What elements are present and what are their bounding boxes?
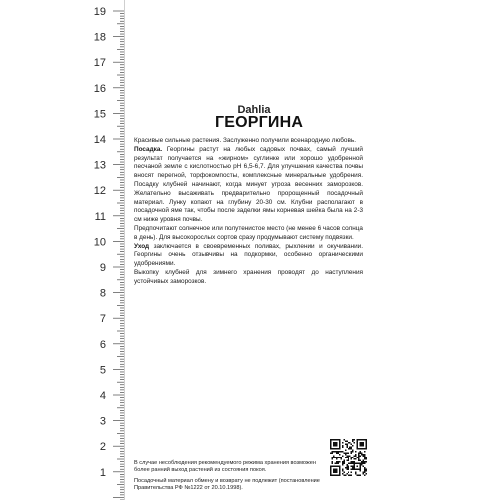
- care-paragraph: [134, 243, 363, 269]
- planting-text: Георгины растут на любых садовых почвах, самый лучший результат получается на «жирном» суглинке или хорошо удобренной песчаной земле с кислотностью pH 6,5-6,7. Для улучшения качества почвы вносят перегной, торфокомпосты, комплексные минеральные удобрения. Посадку клубней начинают, когда минует угроза весенних заморозков. Желательно высаживать предварительно пророщенный посадочный материал. Лунку копают на глубину 20-30 см. Клубни располагают в посадочной яме так, чтобы после заделки ямы корневая шейка была на 2-3 см ниже уровня почвы.: [134, 145, 363, 224]
- ruler-label: 9: [99, 262, 106, 274]
- ruler-label: 8: [99, 287, 106, 300]
- ruler-label: 16: [93, 82, 106, 95]
- sun-text: Предпочитают солнечное или полутенистое место (не менее 6 часов солнца в день). Для высокорослых сортов сразу продумывают систему подвязки.: [134, 224, 363, 241]
- ruler-label: 14: [93, 134, 106, 146]
- return-note: Посадочный материал обмену и возврату не подлежит (постановление Правительства РФ №1222 от 20.10.1998).: [134, 478, 320, 491]
- ruler-label: 1: [99, 466, 106, 479]
- description: [134, 137, 363, 287]
- ruler-label: 7: [99, 313, 106, 326]
- ruler-scale: [88, 0, 124, 500]
- ruler-label: 5: [99, 364, 106, 377]
- ruler-label: 2: [99, 441, 106, 454]
- ruler-label: 6: [99, 338, 106, 351]
- ruler-label: 17: [93, 57, 106, 70]
- measuring-ruler: [88, 0, 125, 500]
- ruler-label: 10: [93, 236, 106, 249]
- product-title: ГЕОРГИНА: [215, 114, 304, 131]
- intro-text: Красивые сильные растения. Заслуженно получили всенародную любовь.: [134, 137, 356, 144]
- storage-text: Выкопку клубней для зимнего хранения проводят до наступления устойчивых заморозков.: [134, 268, 363, 285]
- ruler-label: 11: [94, 210, 106, 223]
- planting-paragraph: [134, 146, 363, 225]
- ruler-label: 12: [93, 185, 106, 198]
- ruler-label: 15: [93, 108, 106, 121]
- latin-name: Dahlia: [237, 104, 271, 116]
- ruler-label: 18: [93, 31, 106, 44]
- care-text: заключается в своевременных поливах, рыхлении и окучивании. Георгины очень отзывчивы на подкормки, особенно органическими удобрениями.: [134, 242, 363, 268]
- care-heading: Уход: [134, 242, 150, 250]
- ruler-label: 3: [99, 415, 106, 428]
- qr-code-icon: [330, 439, 367, 476]
- storage-note: В случае несоблюдения рекомендуемого режима хранения возможен более ранний выход растений из состояния покоя.: [134, 460, 316, 473]
- ruler-label: 4: [99, 390, 106, 402]
- ruler-label: 19: [93, 6, 106, 18]
- ruler-label: 13: [93, 159, 106, 172]
- planting-heading: Посадка.: [134, 145, 163, 153]
